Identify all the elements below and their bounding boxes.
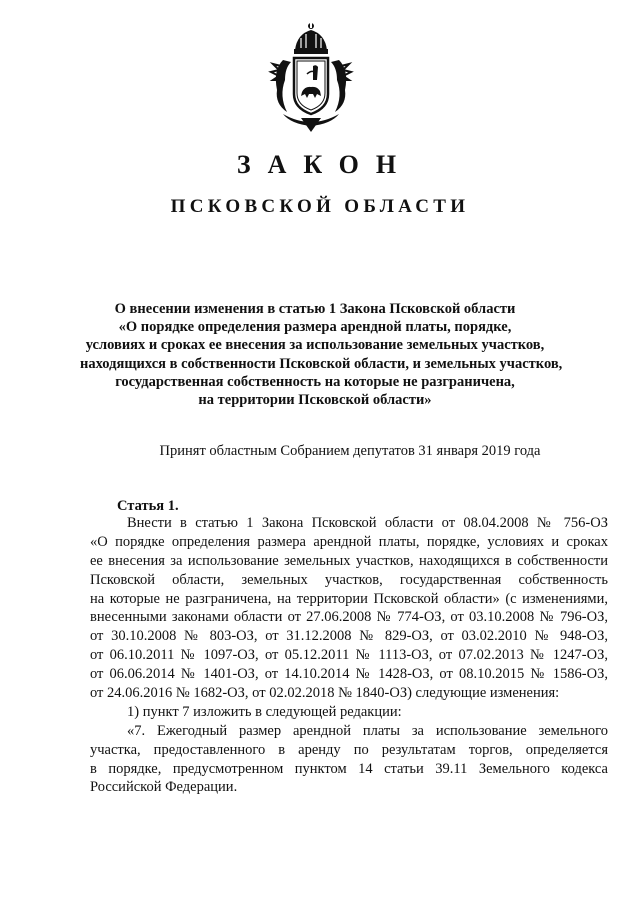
body-line: от 24.06.2016 № 1682-ОЗ, от 02.02.2018 № 1840-ОЗ) следующие изменения: <box>90 685 560 702</box>
article-title: Статья 1. <box>117 498 179 514</box>
document-subtitle: ПСКОВСКОЙ ОБЛАСТИ <box>170 196 470 217</box>
heading-line: государственная собственность на которые не разграничена, <box>115 373 515 390</box>
heading-line: находящихся в собственности Псковской области, и земельных участков, <box>80 355 563 372</box>
law-heading <box>80 300 563 409</box>
body-line: «О порядке определения размера арендной платы, порядке, условиях и сроках <box>90 533 608 550</box>
heading-line: О внесении изменения в статью 1 Закона Псковской области <box>114 301 516 317</box>
body-line: 1) пункт 7 изложить в следующей редакции: <box>127 703 402 720</box>
body-line: Внести в статью 1 Закона Псковской области от 08.04.2008 № 756-ОЗ <box>127 515 608 531</box>
body-line: от 06.10.2011 № 1097-ОЗ, от 05.12.2011 № 1113-ОЗ, от 07.02.2013 № 1247-ОЗ, <box>90 647 608 664</box>
body-line: ее внесения за использование земельных участков, находящихся в собственности <box>90 552 608 569</box>
adoption-note: Принят областным Собранием депутатов 31 января 2019 года <box>159 443 541 459</box>
body-line: на которые не разграничена, на территории Псковской области» (с изменениями, <box>90 590 608 607</box>
body-line: Псковской области, земельных участков, государственная собственность <box>90 571 608 588</box>
body-line: внесенными законами области от 27.06.2008 № 774-ОЗ, от 03.10.2008 № 796-ОЗ, <box>90 609 608 626</box>
heading-line: на территории Псковской области» <box>198 392 432 409</box>
body-line: от 30.10.2008 № 803-ОЗ, от 31.12.2008 № 829-ОЗ, от 03.02.2010 № 948-ОЗ, <box>90 628 608 645</box>
article-body <box>90 514 608 797</box>
body-line: от 06.06.2014 № 1401-ОЗ, от 14.10.2014 № 1428-ОЗ, от 08.10.2015 № 1586-ОЗ, <box>90 666 608 683</box>
body-line: Российской Федерации. <box>90 779 238 796</box>
body-line: участка, предоставленного в аренду по результатам торгов, определяется <box>90 741 608 758</box>
document-title: ЗАКОН <box>236 150 414 179</box>
body-line: «7. Ежегодный размер арендной платы за использование земельного <box>127 722 608 739</box>
heading-line: условиях и сроках ее внесения за использование земельных участков, <box>85 337 545 354</box>
pskov-coat-of-arms-icon <box>261 20 361 135</box>
body-line: в порядке, предусмотренном пунктом 14 статьи 39.11 Земельного кодекса <box>90 760 608 777</box>
heading-line: «О порядке определения размера арендной платы, порядке, <box>118 319 512 336</box>
